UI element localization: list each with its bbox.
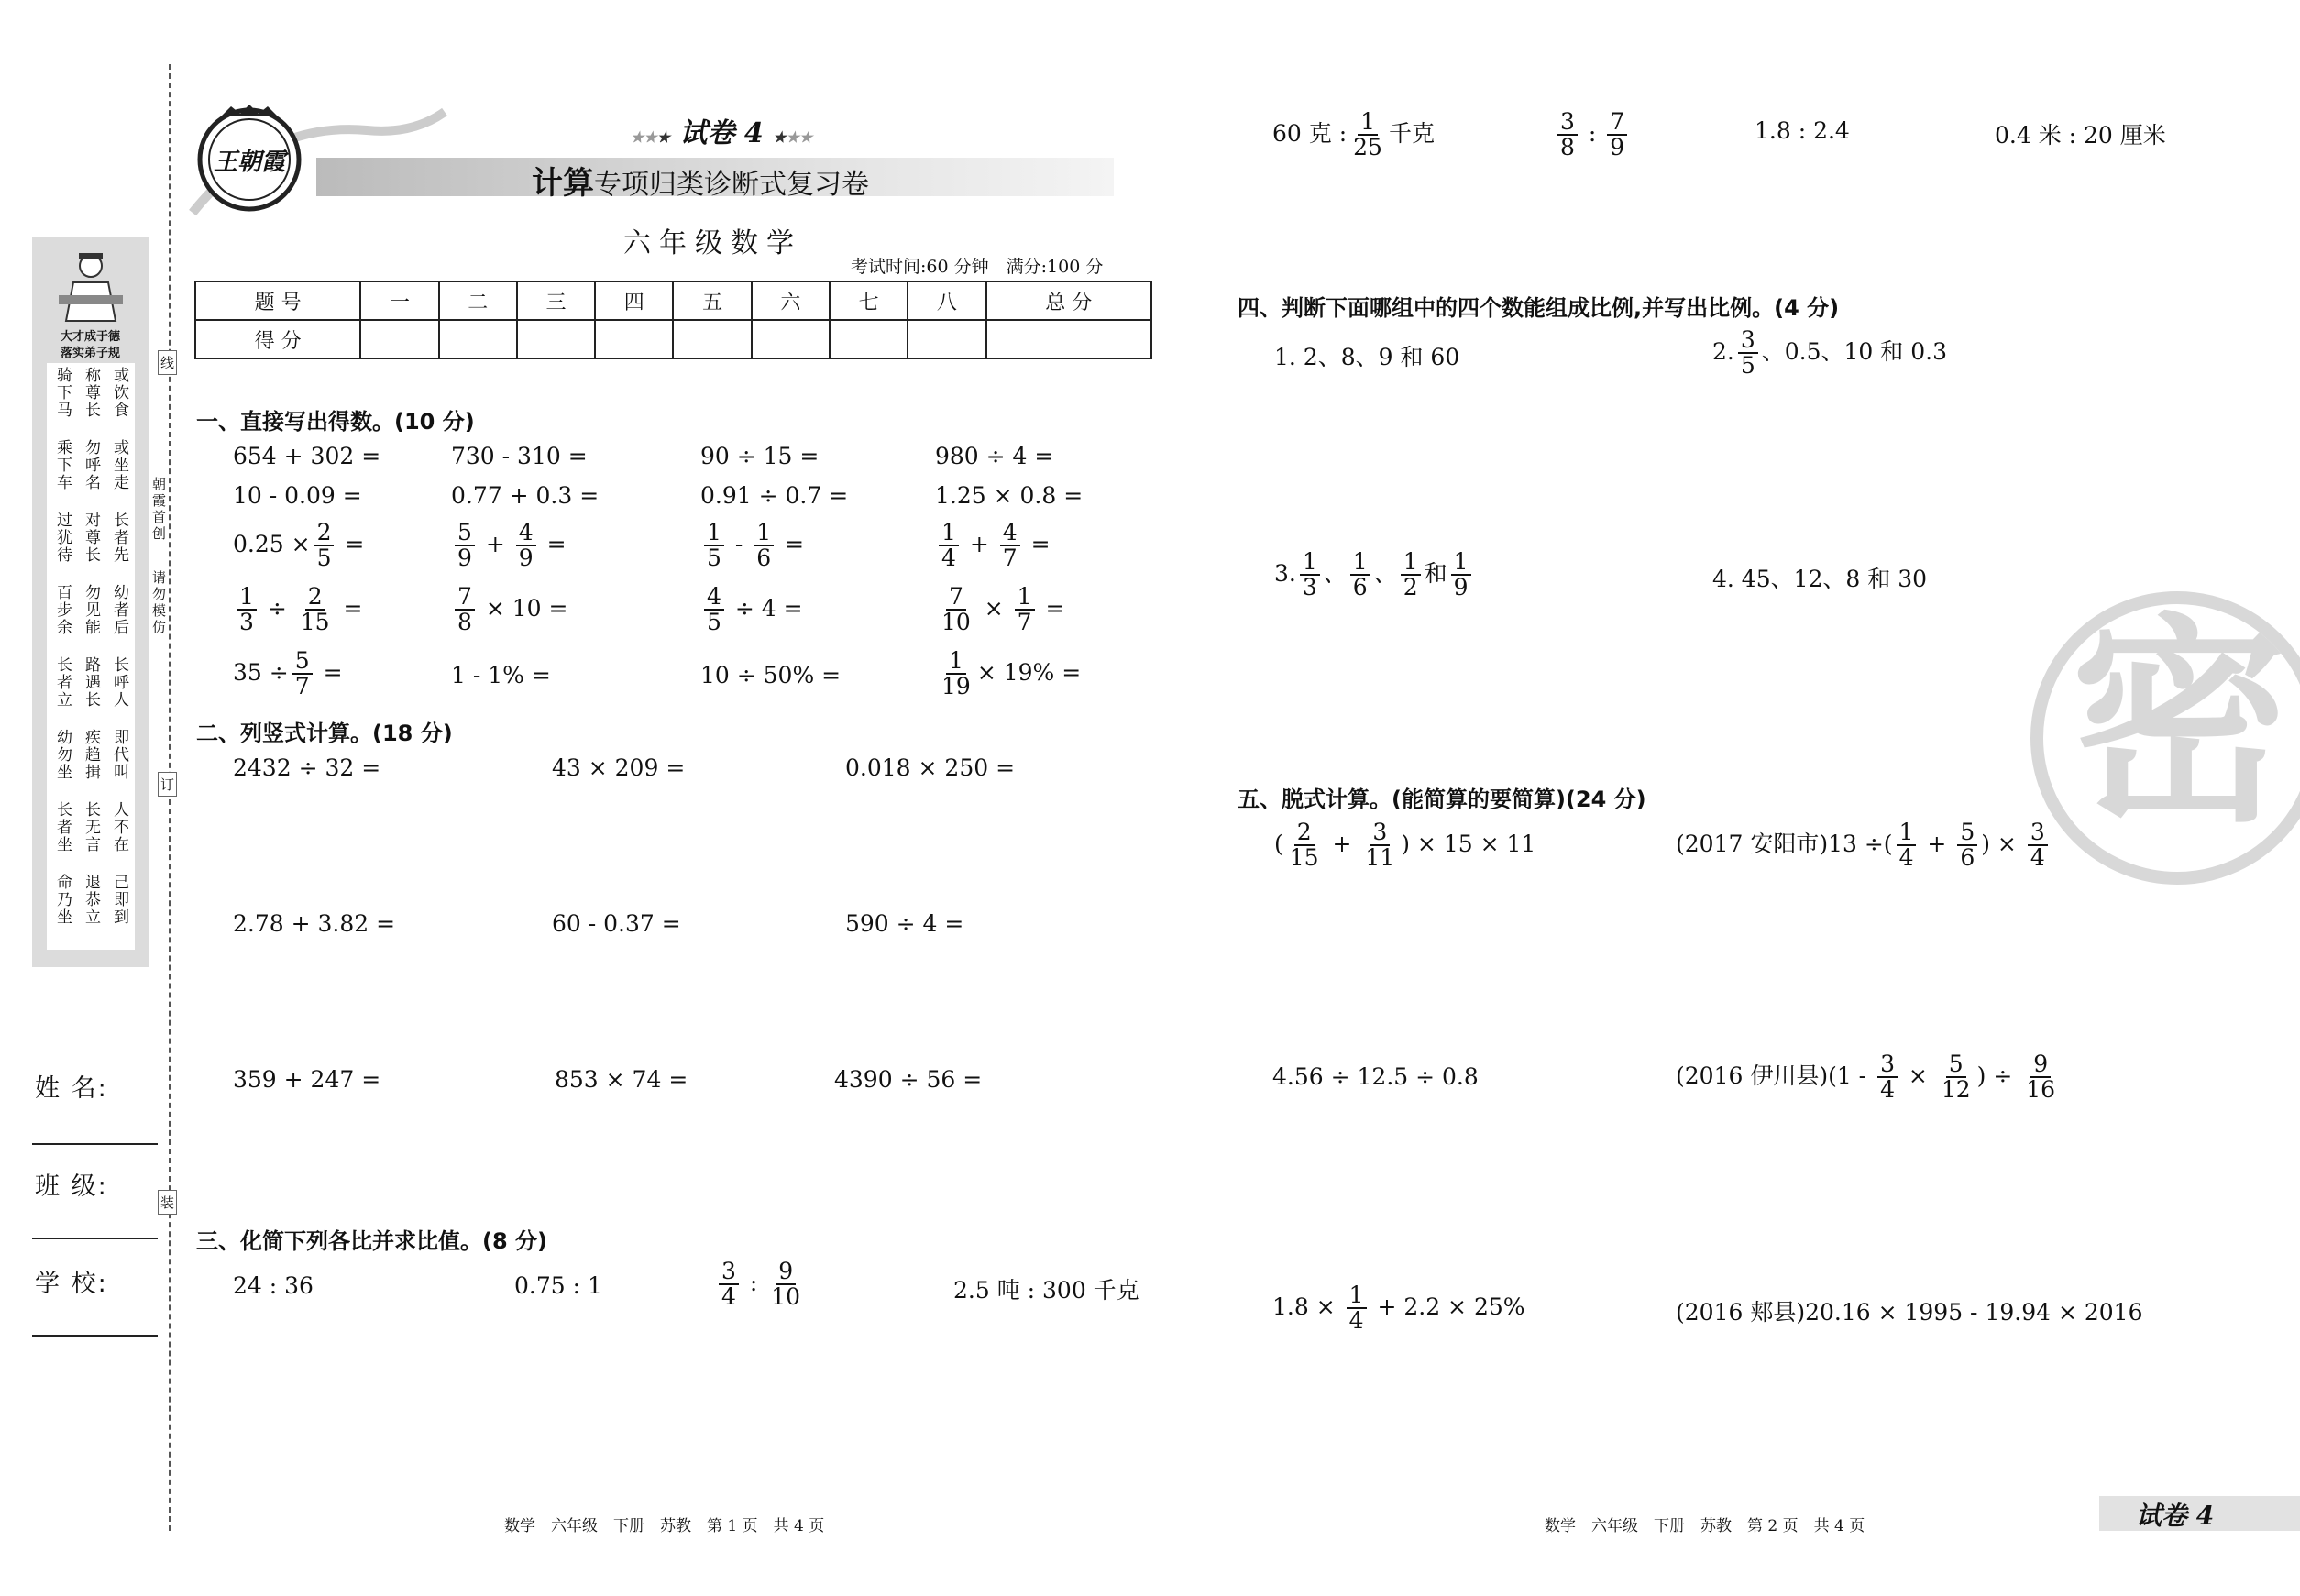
sidebar-rule-column: 长者坐 [53,801,72,853]
s1-q11: $\frac{1}{5}$ - $\frac{1}{6}$ = [700,521,804,571]
s1-q17: 35 ÷ $\frac{5}{7}$ = [233,647,343,700]
score-table-score-row [195,320,1151,358]
original-note-1: 朝霞首创 [150,477,167,543]
secret-watermark [2030,591,2300,885]
s5-q2-tag: (2017 安阳市)13 ÷ [1676,830,1884,857]
s1-q2: 730 - 310 = [451,443,588,469]
score-cell[interactable] [595,320,673,358]
score-cell[interactable] [439,320,517,358]
sidebar-rule-column: 退恭立 [82,874,100,926]
s4-q2: 2. $\frac{3}{5}$ 、0.5、10 和 0.3 [1712,326,1947,380]
score-header-cell: 五 [673,281,751,320]
s1-q7: 0.91 ÷ 0.7 = [700,482,849,509]
score-header-cell: 二 [439,281,517,320]
sidebar-rule-column: 对尊长 [82,512,100,564]
paper-number-text: 试卷 4 [679,117,764,149]
s4-q1: 1. 2、8、9 和 60 [1274,344,1460,370]
score-header-cell: 总 分 [986,281,1151,320]
class-label: 班 级: [35,1172,108,1201]
name-label: 姓 名: [35,1074,108,1103]
s1-q12: $\frac{1}{4}$ + $\frac{4}{7}$ = [935,521,1051,571]
s1-q16: $\frac{7}{10}$ × $\frac{1}{7}$ = [941,583,1065,636]
section1-title: 一、直接写出得数。(10 分) [196,409,475,435]
name-field[interactable] [32,1143,158,1145]
s1-q13: $\frac{1}{3}$ ÷ $\frac{2}{15}$ = [233,585,362,635]
score-table-header-row [195,281,1151,320]
s3-q8: 0.4 米 : 20 厘米 [1995,122,2166,149]
sidebar-rule-column: 命乃坐 [53,874,72,926]
sidebar-rule-column: 即代叫 [110,729,128,781]
subject-title: 六年级数学 [623,227,802,259]
score-cell[interactable] [360,320,438,358]
section5-title: 五、脱式计算。(能简算的要简算)(24 分) [1238,787,1646,812]
score-header-cell: 八 [908,281,985,320]
sidebar-motto-panel [32,237,149,967]
s1-q20: $\frac{1}{19}$ × 19% = [941,647,1082,700]
s2-q3: 0.018 × 250 = [845,754,1016,781]
sidebar-rule-column: 幼者后 [110,584,128,636]
sidebar-rule-group [50,874,131,926]
s1-q20-text: × 19% = [976,658,1082,686]
s3-q5-right: 千克 [1388,119,1435,147]
sidebar-rule-column: 长呼人 [110,656,128,709]
s2-q6: 590 ÷ 4 = [845,910,964,937]
sidebar-rule-column: 己即到 [110,874,128,926]
sidebar-motto-2: 落实弟子规 [60,347,120,360]
section3-title: 三、化简下列各比并求比值。(8 分) [196,1228,547,1254]
exam-info: 考试时间:60 分钟 满分:100 分 [851,257,1104,277]
class-field[interactable] [32,1238,158,1239]
sidebar-rule-group [50,439,131,491]
cut-line [169,64,171,1531]
s2-q7: 359 + 247 = [233,1066,381,1093]
s3-q4: 2.5 吨 : 300 千克 [953,1277,1139,1304]
s3-q1: 24 : 36 [233,1272,314,1299]
s2-q5: 60 - 0.37 = [552,910,681,937]
s3-q5-left: 60 克 : [1272,119,1348,147]
school-field[interactable] [32,1335,158,1337]
s1-q1: 654 + 302 = [233,443,381,469]
sidebar-rule-column: 勿见能 [82,584,100,636]
brand-logo [194,103,304,213]
score-cell[interactable] [830,320,908,358]
score-cell[interactable] [908,320,985,358]
s5-q2: (2017 安阳市)13 ÷( $\frac{1}{4}$ + $\frac{5}{6}$ ) × $\frac{3}{4}$ [1676,820,2052,871]
sidebar-rules-box [47,363,135,950]
footer-page-2: 数学 六年级 下册 苏教 第 2 页 共 4 页 [1545,1517,1865,1535]
school-label: 学 校: [35,1270,108,1298]
s4-q3-pre: 3. [1274,559,1296,587]
scholar-figure-icon [55,249,127,323]
score-header-cell: 三 [517,281,595,320]
cut-mark-3: 装 [158,1190,177,1215]
sidebar-rule-column: 骑下马 [53,367,72,419]
s5-q6: (2016 郏县)20.16 × 1995 - 19.94 × 2016 [1676,1299,2143,1326]
score-header-cell: 七 [830,281,908,320]
sidebar-rule-column: 路遇长 [82,656,100,709]
s1-q17-text: 35 ÷ [233,658,289,686]
paper-number: ★★★ 试卷 4 ★★★ [631,117,813,149]
s2-q8: 853 × 74 = [555,1066,688,1093]
sidebar-rule-column: 长者立 [53,656,72,709]
score-cell[interactable] [986,320,1151,358]
s2-q2: 43 × 209 = [552,754,686,781]
sidebar-motto-1: 大才成于德 [60,330,120,344]
s4-q2-post: 、0.5、10 和 0.3 [1761,337,1947,365]
section2-title: 二、列竖式计算。(18 分) [196,721,453,746]
s3-q3: $\frac{3}{4}$ : $\frac{9}{10}$ [715,1260,807,1310]
score-table [194,281,1152,359]
sidebar-rule-column: 幼勿坐 [53,729,72,781]
s1-q5: 10 - 0.09 = [233,482,362,509]
sidebar-rule-column: 人不在 [110,801,128,853]
sidebar-rule-group [50,729,131,781]
score-cell[interactable] [673,320,751,358]
footer-page-1: 数学 六年级 下册 苏教 第 1 页 共 4 页 [504,1517,825,1535]
brand-logo-text: 王朝霞 [213,149,285,176]
cut-mark-1: 线 [158,350,177,375]
sidebar-rule-group [50,656,131,709]
s1-q3: 90 ÷ 15 = [700,443,820,469]
sidebar-rule-column: 或饮食 [110,367,128,419]
sidebar-rules [50,367,131,946]
s2-q9: 4390 ÷ 56 = [834,1066,983,1093]
sidebar-rule-group [50,367,131,419]
original-note-2: 请勿模仿 [150,570,167,636]
s5-q4-tag: (2016 伊川县) [1676,1062,1829,1089]
sidebar-rule-group [50,801,131,853]
cut-mark-2: 订 [158,772,177,797]
s1-q4: 980 ÷ 4 = [935,443,1054,469]
s1-q10: $\frac{5}{9}$ + $\frac{4}{9}$ = [451,521,567,571]
s1-q19: 10 ÷ 50% = [700,662,842,688]
score-header-cell: 四 [595,281,673,320]
paper-title-rest: 专项归类诊断式复习卷 [594,169,869,201]
s4-q2-pre: 2. [1712,337,1734,365]
sidebar-rule-column: 长者先 [110,512,128,564]
s5-q5: 1.8 × $\frac{1}{4}$ + 2.2 × 25% [1272,1282,1525,1335]
s5-q4: (2016 伊川县)(1 - $\frac{3}{4}$ × $\frac{5}{12}$ ) ÷ $\frac{9}{16}$ [1676,1051,2056,1104]
s1-q18: 1 - 1% = [451,662,551,688]
sidebar-rule-column: 长无言 [82,801,100,853]
s3-q7: 1.8 : 2.4 [1755,117,1850,144]
footer-paper-tag: 试卷 4 [2136,1501,2215,1531]
s3-q6: $\frac{3}{8}$ : $\frac{7}{9}$ [1554,110,1631,160]
sidebar-rule-column: 或坐走 [110,439,128,491]
sidebar-rule-column: 称尊长 [82,367,100,419]
s2-q1: 2432 ÷ 32 = [233,754,381,781]
s5-q1: ( $\frac{2}{15}$ + $\frac{3}{11}$ ) × 15 × 11 [1274,819,1536,872]
sidebar-rule-group [50,584,131,636]
paper-title [532,158,869,203]
sidebar-rule-column: 疾趋揖 [82,729,100,781]
s4-q3: 3. $\frac{1}{3}$ 、 $\frac{1}{6}$ 、 $\frac{1}{2}$ 和 $\frac{1}{9}$ [1274,550,1475,600]
section4-title: 四、判断下面哪组中的四个数能组成比例,并写出比例。(4 分) [1238,295,1840,321]
s1-q15: $\frac{4}{5}$ ÷ 4 = [700,585,803,635]
sidebar-rule-column: 乘下车 [53,439,72,491]
sidebar-rule-group [50,512,131,564]
score-cell[interactable] [752,320,830,358]
score-header-cell: 题 号 [195,281,360,320]
s2-q4: 2.78 + 3.82 = [233,910,396,937]
s4-q4: 4. 45、12、8 和 30 [1712,566,1928,592]
sidebar-rule-column: 勿呼名 [82,439,100,491]
s1-q6: 0.77 + 0.3 = [451,482,600,509]
secret-watermark-text: 密 [2071,595,2292,852]
score-header-cell: 一 [360,281,438,320]
s1-q8: 1.25 × 0.8 = [935,482,1084,509]
sidebar-rule-column: 百步余 [53,584,72,636]
sidebar-rule-column: 过犹待 [53,512,72,564]
s5-q3: 4.56 ÷ 12.5 ÷ 0.8 [1272,1063,1479,1090]
score-row-label: 得 分 [195,320,360,358]
score-header-cell: 六 [752,281,830,320]
s1-q9: 0.25 × $\frac{2}{5}$ = [233,519,365,572]
score-cell[interactable] [517,320,595,358]
paper-title-bold: 计算 [532,165,594,202]
s1-q14: $\frac{7}{8}$ × 10 = [451,585,567,635]
s3-q2: 0.75 : 1 [514,1272,602,1299]
s3-q5: 60 克 : $\frac{1}{25}$ 千克 [1272,108,1435,161]
